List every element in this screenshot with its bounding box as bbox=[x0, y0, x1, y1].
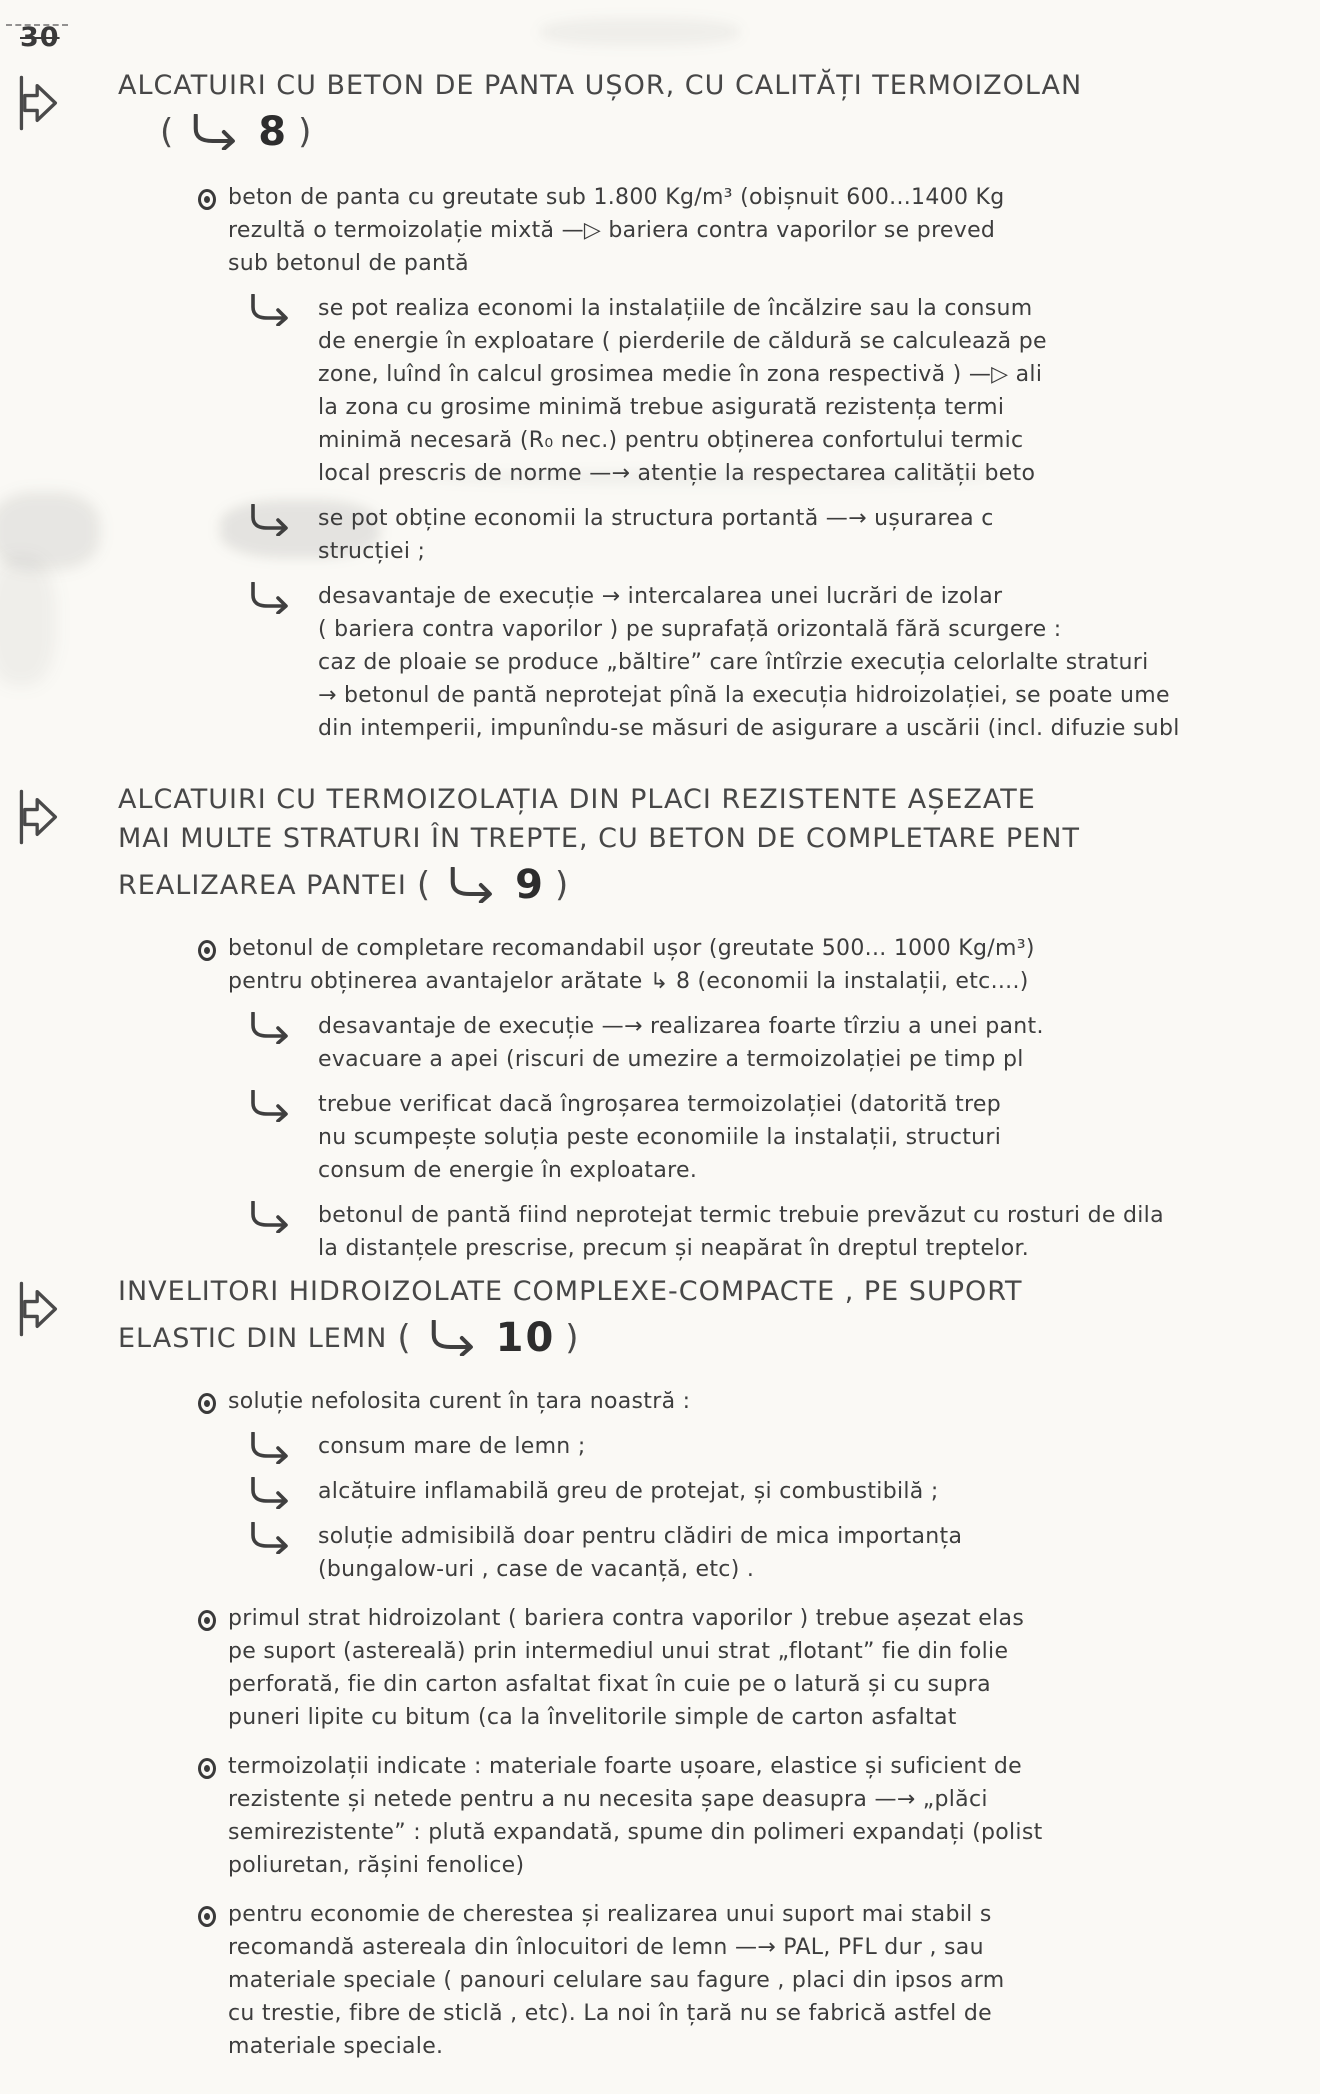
text-line: consum mare de lemn ; bbox=[318, 1434, 586, 1459]
list-subitem bbox=[0, 580, 1320, 745]
section-beton-de-panta bbox=[0, 66, 1320, 745]
hook-arrow-icon bbox=[441, 867, 505, 903]
text-line: pentru economie de cherestea și realizarea unui suport mai stabil s bbox=[228, 1902, 992, 1927]
hook-arrow-icon bbox=[248, 1090, 294, 1122]
section-ref bbox=[118, 1315, 1320, 1361]
list-subitem bbox=[0, 1088, 1320, 1187]
section-arrow-icon bbox=[14, 1278, 62, 1340]
text-line: materiale speciale. bbox=[228, 2034, 444, 2059]
list-subitem bbox=[0, 1475, 1320, 1508]
text-line: caz de ploaie se produce „băltire” care întîrzie execuția celorlalte straturi bbox=[318, 650, 1149, 675]
text-line: pentru obținerea avantajelor arătate ↳ 8 (economii la instalații, etc....) bbox=[228, 969, 1029, 994]
list-subitem bbox=[0, 1010, 1320, 1076]
hook-arrow-icon bbox=[248, 1477, 294, 1509]
section-items bbox=[0, 1385, 1320, 2063]
ref-number: 8 bbox=[258, 109, 289, 155]
text-line: la distanțele prescrise, precum și neapărat în dreptul treptelor. bbox=[318, 1236, 1030, 1261]
section-arrow-icon bbox=[14, 72, 62, 134]
text-line: ( bariera contra vaporilor ) pe suprafață orizontală fără scurgere : bbox=[318, 617, 1062, 642]
hook-arrow-icon bbox=[248, 294, 294, 326]
text-line: termoizolații indicate : materiale foarte ușoare, elastice și suficient de bbox=[228, 1754, 1022, 1779]
text-line: rezistente și netede pentru a nu necesita șape deasupra —→ „plăci bbox=[228, 1787, 988, 1812]
text-line: desavantaje de execuție —→ realizarea foarte tîrziu a unei pant. bbox=[318, 1014, 1044, 1039]
text-line: local prescris de norme —→ atenție la respectarea calității beto bbox=[318, 461, 1036, 486]
section-ref-prefix: ELASTIC DIN LEMN bbox=[118, 1322, 388, 1354]
text-line: alcătuire inflamabilă greu de protejat, și combustibilă ; bbox=[318, 1479, 939, 1504]
text-line: perforată, fie din carton asfaltat fixat în cuie pe o latură și cu supra bbox=[228, 1672, 991, 1697]
text-line: strucției ; bbox=[318, 539, 426, 564]
list-item bbox=[0, 932, 1320, 998]
page-number: 30 bbox=[20, 22, 60, 53]
ref-open-paren: ( bbox=[416, 865, 432, 905]
section-heading: INVELITORI HIDROIZOLATE COMPLEXE-COMPACTE , PE SUPORT bbox=[118, 1276, 1023, 1307]
text-line: soluție nefolosita curent în țara noastră : bbox=[228, 1389, 691, 1414]
ref-close-paren: ) bbox=[298, 112, 313, 152]
bullet-icon bbox=[198, 189, 216, 210]
ref-close-paren: ) bbox=[554, 865, 570, 905]
text-line: nu scumpește soluția peste economiile la instalații, structuri bbox=[318, 1125, 1002, 1150]
list-item bbox=[0, 1385, 1320, 1418]
text-line: se pot realiza economi la instalațiile de încălzire sau la consum bbox=[318, 296, 1033, 321]
text-line: poliuretan, rășini fenolice) bbox=[228, 1853, 525, 1878]
section-invelitori-hidroizolate bbox=[0, 1272, 1320, 2063]
text-line: betonul de completare recomandabil ușor (greutate 500... 1000 Kg/m³) bbox=[228, 936, 1035, 961]
bullet-icon bbox=[198, 1906, 216, 1927]
bullet-icon bbox=[198, 1758, 216, 1779]
text-line: semirezistente” : plută expandată, spume din polimeri expandați (polist bbox=[228, 1820, 1043, 1845]
list-subitem bbox=[0, 502, 1320, 568]
hook-arrow-icon bbox=[248, 1012, 294, 1044]
text-line: recomandă astereala din înlocuitori de lemn —→ PAL, PFL dur , sau bbox=[228, 1935, 984, 1960]
section-items bbox=[0, 932, 1320, 1265]
text-line: pe suport (astereală) prin intermediul unui strat „flotant” fie din folie bbox=[228, 1639, 1009, 1664]
scan-smudge bbox=[540, 18, 740, 46]
list-item bbox=[0, 181, 1320, 280]
list-item bbox=[0, 1602, 1320, 1734]
text-line: desavantaje de execuție → intercalarea unei lucrări de izolar bbox=[318, 584, 1003, 609]
text-line: soluție admisibilă doar pentru clădiri de mica importanța bbox=[318, 1524, 963, 1549]
bullet-icon bbox=[198, 1393, 216, 1414]
list-subitem bbox=[0, 1430, 1320, 1463]
section-ref bbox=[118, 862, 1320, 908]
text-line: sub betonul de pantă bbox=[228, 251, 469, 276]
section-ref bbox=[150, 109, 1320, 155]
list-item bbox=[0, 1898, 1320, 2063]
ref-number: 9 bbox=[515, 862, 545, 908]
ref-open-paren: ( bbox=[397, 1318, 412, 1358]
list-item bbox=[0, 1750, 1320, 1882]
text-line: primul strat hidroizolant ( bariera contra vaporilor ) trebue așezat elas bbox=[228, 1606, 1025, 1631]
ref-close-paren: ) bbox=[565, 1318, 580, 1358]
hook-arrow-icon bbox=[248, 582, 294, 614]
list-subitem bbox=[0, 292, 1320, 490]
text-line: consum de energie în exploatare. bbox=[318, 1158, 698, 1183]
section-heading: ALCATUIRI CU BETON DE PANTA UȘOR, CU CALITĂȚI TERMOIZOLAN bbox=[118, 70, 1083, 101]
list-subitem bbox=[0, 1199, 1320, 1265]
section-heading: ALCATUIRI CU TERMOIZOLAȚIA DIN PLACI REZISTENTE AȘEZATE bbox=[118, 784, 1036, 815]
ref-number: 10 bbox=[495, 1315, 556, 1361]
text-line: se pot obține economii la structura portantă —→ ușurarea c bbox=[318, 506, 994, 531]
text-line: la zona cu grosime minimă trebue asigurată rezistența termi bbox=[318, 395, 1005, 420]
text-line: beton de panta cu greutate sub 1.800 Kg/m³ (obișnuit 600...1400 Kg bbox=[228, 185, 1005, 210]
text-line: din intemperii, impunîndu-se măsuri de asigurare a uscării (incl. difuzie subl bbox=[318, 716, 1180, 741]
hook-arrow-icon bbox=[184, 114, 248, 150]
text-line: trebue verificat dacă îngroșarea termoizolației (datorită trep bbox=[318, 1092, 1001, 1117]
hook-arrow-icon bbox=[248, 1432, 294, 1464]
section-arrow-icon bbox=[14, 786, 62, 848]
text-line: zone, luînd în calcul grosimea medie în zona respectivă ) —▷ ali bbox=[318, 362, 1043, 387]
section-heading: MAI MULTE STRATURI ÎN TREPTE, CU BETON DE COMPLETARE PENT bbox=[118, 823, 1080, 854]
text-line: de energie în exploatare ( pierderile de căldură se calculează pe bbox=[318, 329, 1047, 354]
text-line: (bungalow-uri , case de vacanță, etc) . bbox=[318, 1557, 755, 1582]
text-line: rezultă o termoizolație mixtă —▷ bariera contra vaporilor se preved bbox=[228, 218, 996, 243]
section-ref-prefix: REALIZAREA PANTEI bbox=[118, 869, 407, 901]
text-line: evacuare a apei (riscuri de umezire a termoizolației pe timp pl bbox=[318, 1047, 1024, 1072]
hook-arrow-icon bbox=[248, 1522, 294, 1554]
text-line: materiale speciale ( panouri celulare sau fagure , placi din ipsos arm bbox=[228, 1968, 1005, 1993]
list-subitem bbox=[0, 1520, 1320, 1586]
text-line: cu trestie, fibre de sticlă , etc). La noi în țară nu se fabrică astfel de bbox=[228, 2001, 992, 2026]
text-line: puneri lipite cu bitum (ca la învelitorile simple de carton asfaltat bbox=[228, 1705, 957, 1730]
section-items bbox=[0, 181, 1320, 745]
hook-arrow-icon bbox=[248, 1201, 294, 1233]
text-line: minimă necesară (R₀ nec.) pentru obținerea confortului termic bbox=[318, 428, 1024, 453]
hook-arrow-icon bbox=[248, 504, 294, 536]
ref-open-paren: ( bbox=[160, 112, 175, 152]
text-line: → betonul de pantă neprotejat pînă la execuția hidroizolației, se poate ume bbox=[318, 683, 1170, 708]
hook-arrow-icon bbox=[422, 1320, 486, 1356]
bullet-icon bbox=[198, 940, 216, 961]
bullet-icon bbox=[198, 1610, 216, 1631]
text-line: betonul de pantă fiind neprotejat termic trebuie prevăzut cu rosturi de dila bbox=[318, 1203, 1164, 1228]
section-termoizolatia-placi bbox=[0, 780, 1320, 1265]
